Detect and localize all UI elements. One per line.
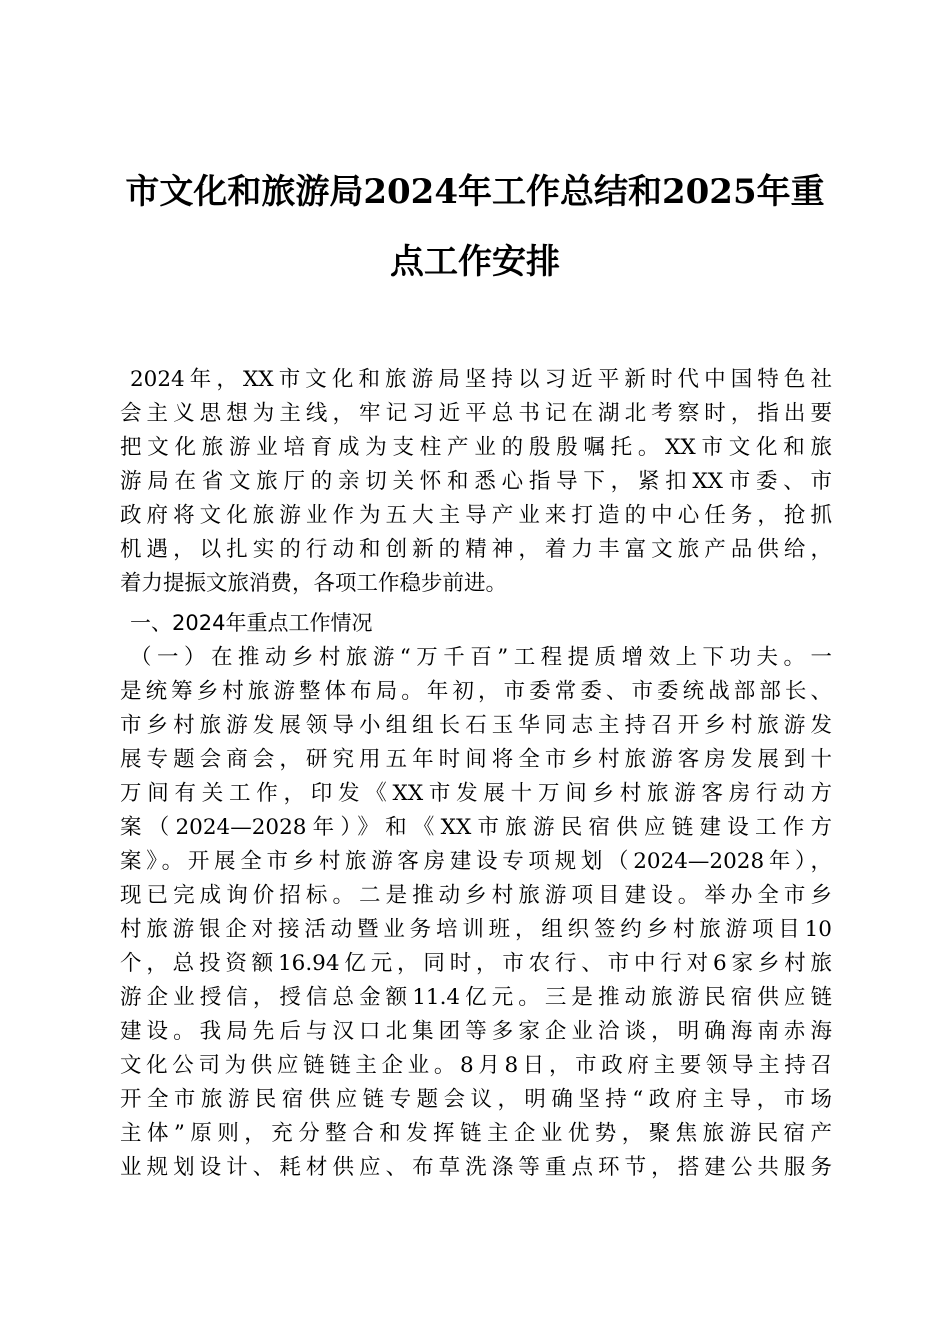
section-heading: 一、2024年重点工作情况 (130, 611, 373, 635)
body-paragraph-line: 市乡村旅游发展领导小组组长石玉华同志主持召开乡村旅游发 (120, 713, 832, 738)
body-paragraph-line: 业规划设计、耗材供应、布草洗涤等重点环节，搭建公共服务 (120, 1155, 832, 1180)
document-title-line-1: 市文化和旅游局2024年工作总结和2025年重 (125, 172, 825, 212)
intro-paragraph-line: 2024年，XX市文化和旅游局坚持以习近平新时代中国特色社 (130, 367, 832, 392)
body-paragraph-line: 案（2024—2028年）》和《XX市旅游民宿供应链建设工作方 (120, 815, 832, 840)
body-paragraph-line: 是统筹乡村旅游整体布局。年初，市委常委、市委统战部部长、 (120, 679, 832, 704)
body-paragraph-line: 现已完成询价招标。二是推动乡村旅游项目建设。举办全市乡 (120, 883, 832, 908)
body-paragraph-line: 主体”原则，充分整合和发挥链主企业优势，聚焦旅游民宿产 (120, 1121, 832, 1146)
body-paragraph-line: 游企业授信，授信总金额11.4亿元。三是推动旅游民宿供应链 (120, 985, 832, 1010)
intro-paragraph-line: 政府将文化旅游业作为五大主导产业来打造的中心任务，抢抓 (120, 503, 832, 528)
body-paragraph-line: 万间有关工作，印发《XX市发展十万间乡村旅游客房行动方 (120, 781, 832, 806)
body-paragraph-line: 村旅游银企对接活动暨业务培训班，组织签约乡村旅游项目10 (120, 917, 832, 942)
body-paragraph-line: 文化公司为供应链链主企业。8月8日，市政府主要领导主持召 (120, 1053, 832, 1078)
body-paragraph-line: 案》。开展全市乡村旅游客房建设专项规划（2024—2028年）， (120, 849, 832, 874)
intro-paragraph-line: 会主义思想为主线，牢记习近平总书记在湖北考察时，指出要 (120, 401, 832, 426)
body-paragraph-line: （一）在推动乡村旅游“万千百”工程提质增效上下功夫。一 (130, 645, 832, 670)
body-paragraph-line: 展专题会商会，研究用五年时间将全市乡村旅游客房发展到十 (120, 747, 832, 772)
body-paragraph-line: 建设。我局先后与汉口北集团等多家企业洽谈，明确海南赤海 (120, 1019, 832, 1044)
document-title-line-2: 点工作安排 (390, 242, 560, 282)
body-paragraph-line: 开全市旅游民宿供应链专题会议，明确坚持“政府主导，市场 (120, 1087, 832, 1112)
intro-paragraph-line: 游局在省文旅厅的亲切关怀和悉心指导下，紧扣XX市委、市 (120, 469, 832, 494)
body-paragraph-line: 个，总投资额16.94亿元，同时，市农行、市中行对6家乡村旅 (120, 951, 832, 976)
intro-paragraph-line: 机遇，以扎实的行动和创新的精神，着力丰富文旅产品供给， (120, 537, 832, 562)
intro-paragraph-line: 着力提振文旅消费，各项工作稳步前进。 (120, 571, 508, 596)
intro-paragraph-line: 把文化旅游业培育成为支柱产业的殷殷嘱托。XX市文化和旅 (120, 435, 832, 460)
